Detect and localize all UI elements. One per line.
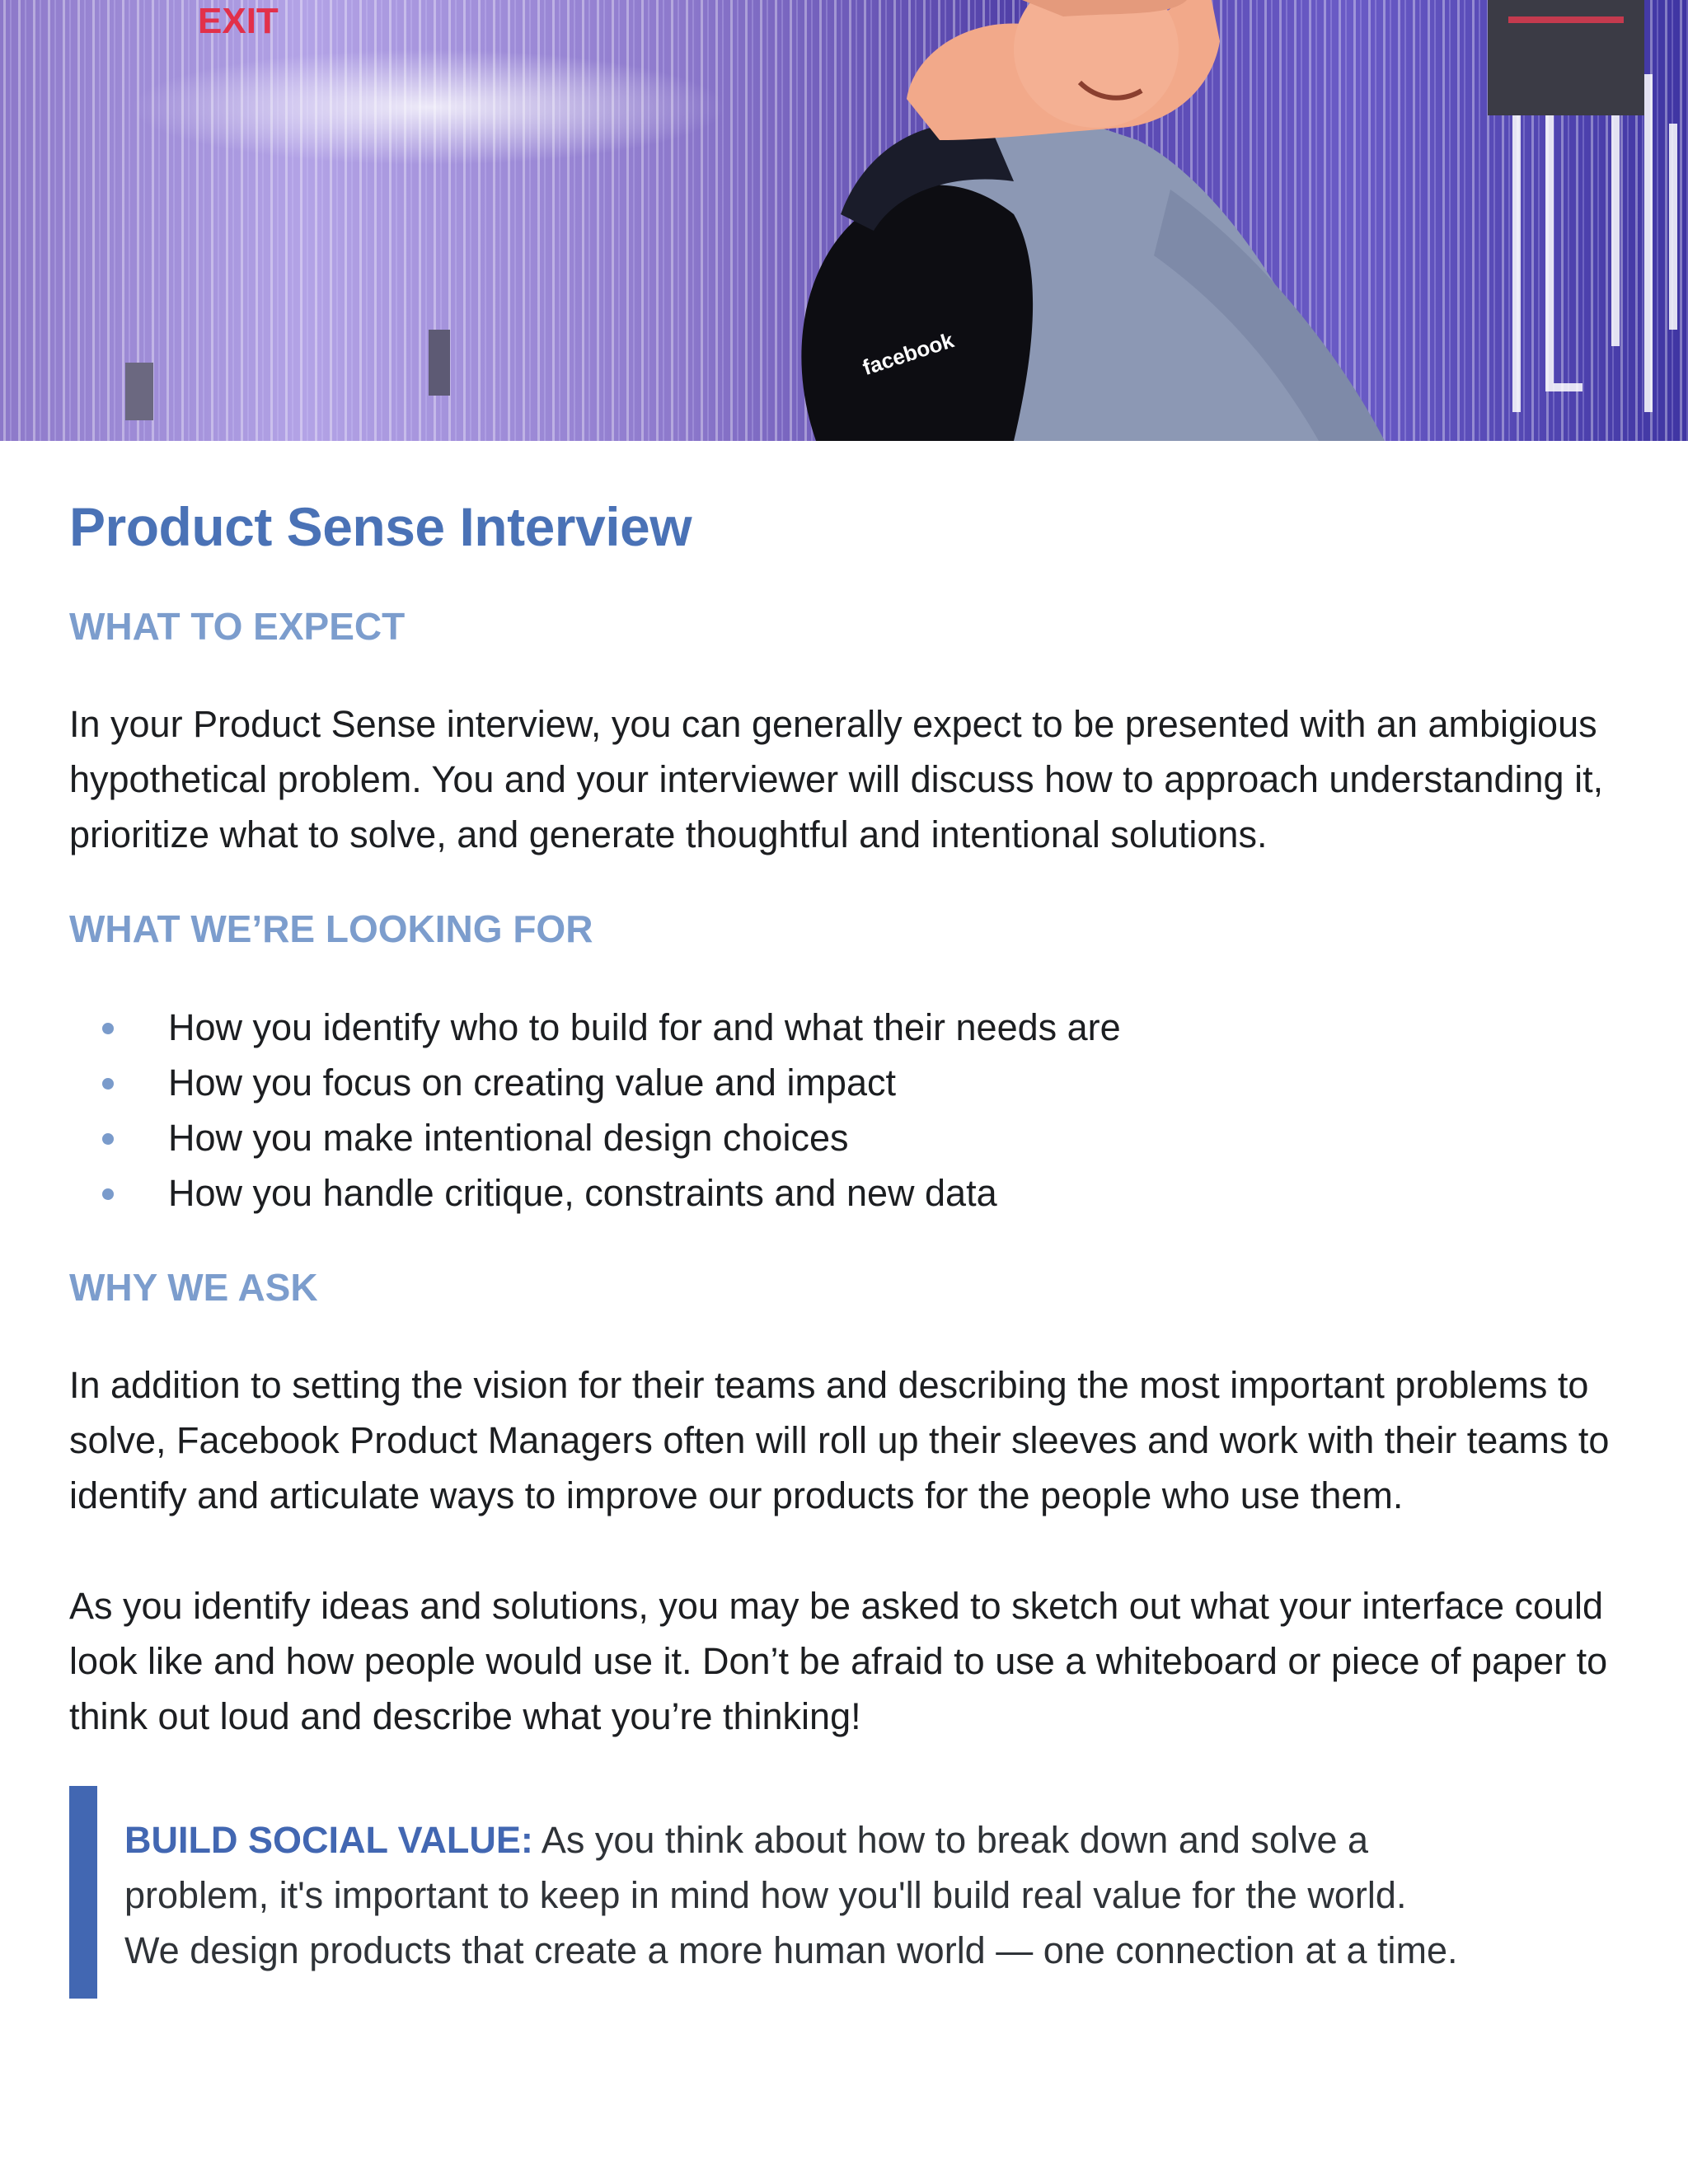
bullet-icon bbox=[102, 1188, 114, 1200]
paragraph-why-we-ask-2: As you identify ideas and solutions, you may be asked to sketch out what your interface could look like and how people would use it. Don’t be afraid to use a whiteboard or piece of paper to think out loud and describe what you’re thinking! bbox=[69, 1585, 1608, 1737]
list-item: How you identify who to build for and what their needs are bbox=[69, 1000, 1121, 1055]
criteria-list bbox=[69, 1000, 1121, 1221]
hero-illustration bbox=[0, 0, 1688, 441]
backpack-logo: facebook bbox=[859, 327, 957, 381]
page-title: Product Sense Interview bbox=[69, 496, 692, 557]
section-heading-what-were-looking-for: WHAT WE’RE LOOKING FOR bbox=[69, 907, 593, 950]
list-item: How you focus on creating value and impact bbox=[69, 1055, 1121, 1110]
callout-build-social-value bbox=[69, 1786, 1602, 1999]
callout-lead: BUILD SOCIAL VALUE: bbox=[124, 1819, 533, 1861]
hero-photo bbox=[0, 0, 1688, 441]
bullet-icon bbox=[102, 1023, 114, 1034]
callout-line-2: problem, it's important to keep in mind how you'll build real value for the world. bbox=[124, 1874, 1407, 1916]
exit-sign: EXIT bbox=[198, 1, 279, 41]
section-heading-what-to-expect: WHAT TO EXPECT bbox=[69, 605, 406, 648]
list-item: How you make intentional design choices bbox=[69, 1110, 1121, 1165]
paragraph-why-we-ask-1: In addition to setting the vision for their teams and describing the most important problems to solve, Facebook Product Managers often will roll up their sleeves and work with their teams to identify and articulate ways to improve our products for the people who use them. bbox=[69, 1364, 1610, 1516]
callout-line-1: As you think about how to break down and solve a bbox=[532, 1819, 1369, 1861]
callout-accent-bar bbox=[69, 1786, 97, 1999]
callout-line-3: We design products that create a more human world — one connection at a time. bbox=[124, 1929, 1458, 1971]
paragraph-what-to-expect: In your Product Sense interview, you can generally expect to be presented with an ambigious hypothetical problem. You and your interviewer will discuss how to approach understanding it, prioritize what to solve, and generate thoughtful and intentional solutions. bbox=[69, 703, 1604, 855]
bullet-icon bbox=[102, 1133, 114, 1145]
section-heading-why-we-ask: WHY WE ASK bbox=[69, 1266, 318, 1309]
list-item: How you handle critique, constraints and new data bbox=[69, 1165, 1121, 1221]
bullet-icon bbox=[102, 1078, 114, 1090]
